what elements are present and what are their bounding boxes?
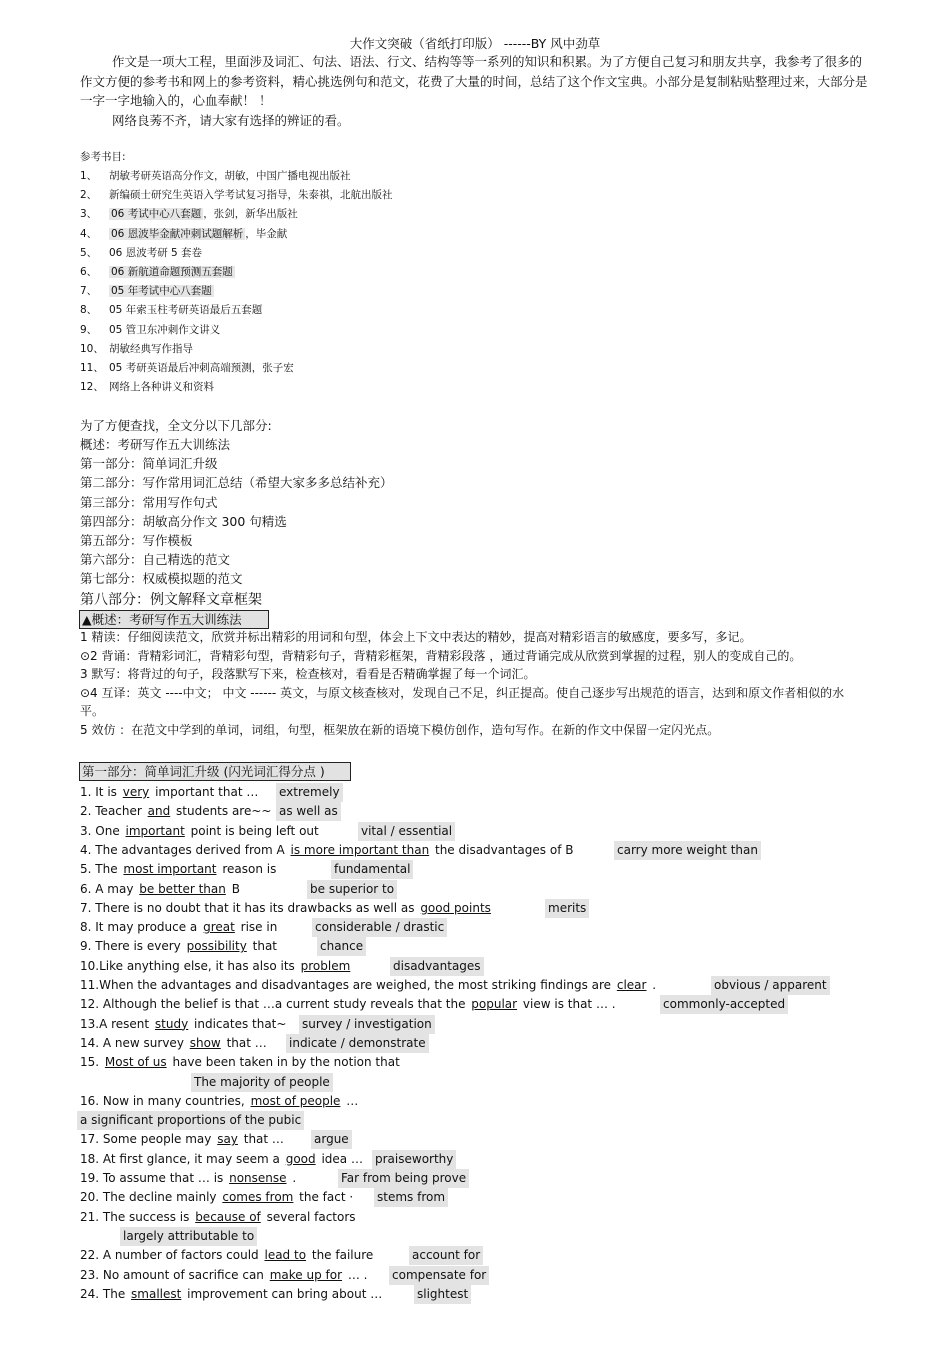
vocab-simple-word: problem (300, 958, 351, 973)
vocab-row (80, 1188, 353, 1207)
vocab-sentence-start: 10.Like anything else, it has also its (80, 958, 299, 973)
overview-item-5: 5 效仿 ：在范文中学到的单词，词组，句型，框架放在新的语境下模仿创作，造句写作。在新的作文中保留一定闪光点。 (80, 722, 720, 737)
vocab-simple-word: clear (616, 978, 647, 992)
toc-item: 第四部分：胡敏高分作文 300 句精选 (80, 513, 287, 529)
reference-number: 9、 (80, 323, 98, 336)
vocab-simple-word: because of (195, 1209, 261, 1224)
vocab-sentence-start: 18. At first glance, it may seem a (80, 1151, 284, 1166)
reference-item (80, 205, 298, 224)
reference-title: 05 年考试中心八套题 (111, 285, 212, 298)
vocab-row (80, 1053, 400, 1072)
vocab-row (80, 1015, 286, 1034)
vocab-simple-word: and (147, 804, 171, 819)
reference-title: 06 新航道命题预测五套题 (111, 266, 233, 278)
vocab-sentence-start: 21. The success is (80, 1209, 194, 1224)
vocab-row (80, 802, 271, 821)
toc-item: 概述：考研写作五大训练法 (80, 437, 231, 452)
vocab-row (80, 1034, 267, 1053)
overview-section (80, 628, 850, 739)
vocab-row (80, 1169, 296, 1188)
vocab-sentence-end: B (227, 881, 240, 896)
vocab-upgrade-answer: as well as (276, 802, 341, 821)
part1-heading-box: 第一部分：简单词汇升级 (闪光词汇得分点 ) (79, 762, 351, 781)
vocab-row (80, 841, 573, 860)
vocab-sentence-end: the fact · (295, 1190, 354, 1205)
toc-item: 第一部分：简单词汇升级 (80, 456, 218, 472)
vocab-sentence-end: . (288, 1171, 297, 1185)
vocab-sentence-end: idea … (317, 1151, 363, 1166)
overview-item-1: 1 精读：仔细阅读范文，欣赏并标出精彩的用词和句型，体会上下文中表达的精妙，提高对精彩语言的敏感度，要多写，多记。 (80, 630, 752, 644)
reference-title: 胡敏考研英语高分作文，胡敏，中国广播电视出版社 (109, 170, 351, 182)
vocab-sentence-end: the disadvantages of B (431, 842, 574, 857)
vocab-row (80, 783, 258, 802)
vocab-row (80, 976, 656, 995)
document-title: 大作文突破（省纸打印版） ------BY 风中劲草 (349, 36, 601, 51)
intro-section (80, 52, 870, 130)
vocab-row (80, 1246, 373, 1265)
overview-item-4: ⊙4 互译：英文 ----中文； 中文 ------ 英文，与原文核查核对，发现自己不足，纠正提高。使自己逐步写出规范的语言，达到和原文作者相似的水平。 (80, 685, 845, 718)
reference-number: 7、 (80, 285, 98, 298)
vocab-sentence-end: important that … (151, 785, 259, 799)
toc-item: 第五部分：写作模板 (80, 533, 193, 548)
vocab-sentence-end: the failure (308, 1248, 374, 1263)
reference-author: ，张剑，新华出版社 (203, 208, 298, 221)
reference-title: 05 年索玉柱考研英语最后五套题 (109, 304, 263, 317)
vocab-upgrade-answer: commonly-accepted (660, 995, 788, 1014)
vocab-sentence-start: 19. To assume that … is (80, 1171, 228, 1185)
vocab-upgrade-answer: vital / essential (358, 822, 455, 841)
vocab-simple-word: nonsense (229, 1171, 287, 1185)
vocab-sentence-start: 5. The (80, 862, 122, 877)
reference-title: 网络上各种讲义和资料 (109, 381, 214, 394)
vocab-sentence-end: rise in (236, 920, 278, 935)
reference-title: 06 恩波毕金献冲刺试题解析 (111, 227, 244, 240)
vocab-sentence-end: improvement can bring about … (183, 1286, 383, 1301)
reference-number: 4、 (80, 227, 98, 240)
overview-heading-box: ▲概述：考研写作五大训练法 (79, 610, 269, 629)
vocab-upgrade-answer: be superior to (307, 880, 397, 899)
vocab-simple-word: possibility (186, 939, 247, 954)
vocab-upgrade-answer: carry more weight than (614, 841, 761, 860)
vocab-sentence-end: students are~~ (172, 804, 272, 819)
vocab-simple-word: be better than (139, 881, 226, 896)
toc-item: 第二部分：写作常用词汇总结（希望大家多多总结补充） (80, 475, 393, 491)
vocab-simple-word: good (285, 1151, 316, 1166)
vocab-simple-word: most of people (250, 1093, 341, 1108)
intro-paragraph-2: 网络良莠不齐，请大家有选择的辨证的看。 (112, 112, 350, 128)
vocab-sentence-start: 12. Although the belief is that …a current study reveals that the (80, 997, 470, 1012)
vocab-upgrade-answer: chance (317, 937, 366, 956)
reference-number: 8、 (80, 304, 98, 317)
vocab-upgrade-answer: argue (311, 1130, 352, 1149)
vocab-simple-word: comes from (222, 1190, 294, 1205)
vocab-upgrade-answer: The majority of people (191, 1073, 333, 1092)
vocab-sentence-start: 11.When the advantages and disadvantages are weighed, the most striking findings are (80, 978, 615, 992)
reference-title: 新编硕士研究生英语入学考试复习指导，朱泰祺，北航出版社 (109, 189, 393, 202)
vocab-upgrade-answer: disadvantages (390, 957, 484, 976)
vocab-sentence-start: 16. Now in many countries, (80, 1093, 249, 1108)
reference-number: 10、 (80, 342, 104, 355)
vocab-row (80, 1092, 358, 1111)
reference-number: 2、 (80, 189, 98, 202)
reference-title: 05 管卫东冲刺作文讲义 (109, 323, 221, 336)
intro-paragraph-1: 作文是一项大工程，里面涉及词汇、句法、语法、行文、结构等等一系列的知识和积累。为了方便自己复习和朋友共享，我参考了很多的作文方便的参考书和网上的参考资料，精心挑选例句和范文，花费了大量的时间，总结了这个作文宝典。小部分是复制粘贴整理过来，大部分是一字一字地输入的，心血奉献！ ！ (80, 54, 868, 108)
vocab-sentence-start: 13.A resent (80, 1016, 153, 1031)
toc-item: 第七部分：权威模拟题的范文 (80, 571, 243, 587)
vocab-row (80, 1130, 284, 1149)
vocab-upgrade-answer: account for (409, 1246, 483, 1265)
vocab-simple-word: make up for (269, 1267, 343, 1282)
vocab-row (80, 899, 493, 918)
vocab-row (80, 957, 352, 976)
overview-item-3: 3 默写：将背过的句子，段落默写下来，检查核对，看看是否精确掌握了每一个词汇。 (80, 667, 536, 681)
vocab-upgrade-answer: indicate / demonstrate (286, 1034, 429, 1053)
vocab-sentence-end: reason is (218, 862, 277, 877)
reference-item (80, 321, 220, 340)
vocab-sentence-end: have been taken in by the notion that (168, 1055, 400, 1070)
vocab-sentence-start: 6. A may (80, 881, 138, 896)
vocab-upgrade-answer: a significant proportions of the pubic (77, 1111, 304, 1130)
vocab-upgrade-answer: compensate for (389, 1266, 489, 1285)
vocab-upgrade-answer: praiseworthy (372, 1150, 456, 1169)
vocab-sentence-end: view is that … . (519, 997, 616, 1012)
vocab-sentence-end: several factors (262, 1209, 356, 1224)
vocab-sentence-end: point is being left out (186, 823, 319, 838)
reference-title: 胡敏经典写作指导 (109, 342, 193, 355)
vocab-sentence-start: 1. It is (80, 785, 121, 799)
vocab-simple-word: smallest (131, 1286, 182, 1301)
vocab-sentence-start: 2. Teacher (80, 804, 146, 819)
reference-item (80, 359, 294, 378)
vocab-sentence-start: 3. One (80, 823, 124, 838)
vocab-sentence-start: 17. Some people may (80, 1132, 216, 1147)
vocab-simple-word: is more important than (290, 842, 430, 857)
vocab-row (80, 860, 276, 879)
reference-item (80, 225, 287, 244)
reference-item (80, 301, 262, 320)
vocab-sentence-end: that … (222, 1035, 267, 1050)
vocab-row (80, 1150, 363, 1169)
overview-item-2: ⊙2 背诵：背精彩词汇，背精彩句型，背精彩句子，背精彩框架，背精彩段落 ，通过背诵完成从欣赏到掌握的过程，别人的变成自己的。 (80, 648, 802, 663)
vocab-row (80, 937, 277, 956)
reference-item (80, 282, 214, 301)
vocab-sentence-end: . (648, 978, 657, 992)
vocab-sentence-start: 9. There is every (80, 939, 185, 954)
vocab-row (80, 822, 319, 841)
vocab-simple-word: very (122, 785, 150, 799)
vocab-upgrade-answer: considerable / drastic (312, 918, 447, 937)
reference-item (80, 167, 351, 186)
toc-intro: 为了方便查找，全文分以下几部分: (80, 418, 272, 433)
vocab-simple-word: popular (471, 997, 518, 1012)
toc-item: 第三部分：常用写作句式 (80, 494, 218, 510)
vocab-upgrade-answer: largely attributable to (120, 1227, 257, 1246)
reference-item (80, 244, 202, 263)
toc-part8: 第八部分：例文解释文章框架 (80, 592, 262, 608)
vocab-sentence-end: that … (239, 1132, 284, 1147)
vocab-sentence-start: 7. There is no doubt that it has its drawbacks as well as (80, 900, 419, 915)
reference-number: 6、 (80, 266, 98, 278)
vocab-sentence-end: indicates that~ (190, 1016, 287, 1031)
vocab-simple-word: say (217, 1132, 238, 1147)
vocab-upgrade-answer: stems from (374, 1188, 448, 1207)
reference-title: 06 恩波考研 5 套卷 (109, 246, 203, 259)
reference-title: 06 考试中心八套题 (111, 208, 202, 221)
vocab-sentence-start: 4. The advantages derived from A (80, 842, 289, 857)
vocab-simple-word: great (203, 920, 235, 935)
reference-number: 11、 (80, 362, 104, 374)
vocab-upgrade-answer: merits (545, 899, 589, 918)
toc-item: 第六部分：自己精选的范文 (80, 552, 231, 568)
vocab-row (80, 995, 616, 1014)
vocab-row (80, 1266, 368, 1285)
vocab-sentence-end: … . (344, 1267, 368, 1282)
reference-author: ，毕金献 (245, 227, 288, 240)
vocab-row (80, 880, 240, 899)
vocab-sentence-start: 15. (80, 1055, 103, 1070)
reference-item (80, 186, 393, 205)
reference-number: 12、 (80, 381, 104, 394)
reference-title: 05 考研英语最后冲刺高端预测，张子宏 (109, 362, 294, 374)
vocab-upgrade-answer: slightest (414, 1285, 471, 1304)
vocab-sentence-start: 23. No amount of sacrifice can (80, 1267, 268, 1282)
reference-item (80, 263, 235, 282)
vocab-row (80, 918, 277, 937)
vocab-simple-word: study (154, 1016, 189, 1031)
reference-number: 3、 (80, 208, 98, 221)
vocab-upgrade-answer: fundamental (331, 860, 413, 879)
vocab-simple-word: most important (123, 862, 217, 877)
vocab-row (80, 1285, 382, 1304)
references-heading: 参考书目: (80, 151, 126, 163)
reference-item (80, 340, 193, 359)
vocab-simple-word: Most of us (104, 1055, 167, 1070)
reference-number: 5、 (80, 246, 98, 259)
vocab-sentence-end: … (342, 1093, 359, 1108)
vocab-row (80, 1208, 356, 1227)
vocab-sentence-start: 22. A number of factors could (80, 1248, 263, 1263)
vocab-sentence-start: 24. The (80, 1286, 130, 1301)
vocab-simple-word: lead to (264, 1248, 307, 1263)
vocab-upgrade-answer: survey / investigation (299, 1015, 435, 1034)
vocab-simple-word: good points (420, 900, 491, 915)
vocab-sentence-start: 14. A new survey (80, 1035, 188, 1050)
vocab-simple-word: important (125, 823, 185, 838)
reference-number: 1、 (80, 170, 98, 182)
vocab-upgrade-answer: Far from being prove (338, 1169, 469, 1188)
vocab-sentence-start: 8. It may produce a (80, 920, 202, 935)
vocab-simple-word: show (189, 1035, 221, 1050)
vocab-upgrade-answer: extremely (276, 783, 343, 802)
reference-item (80, 378, 214, 397)
vocab-sentence-start: 20. The decline mainly (80, 1190, 221, 1205)
vocab-upgrade-answer: obvious / apparent (711, 976, 830, 995)
vocab-sentence-end: that (248, 939, 277, 954)
